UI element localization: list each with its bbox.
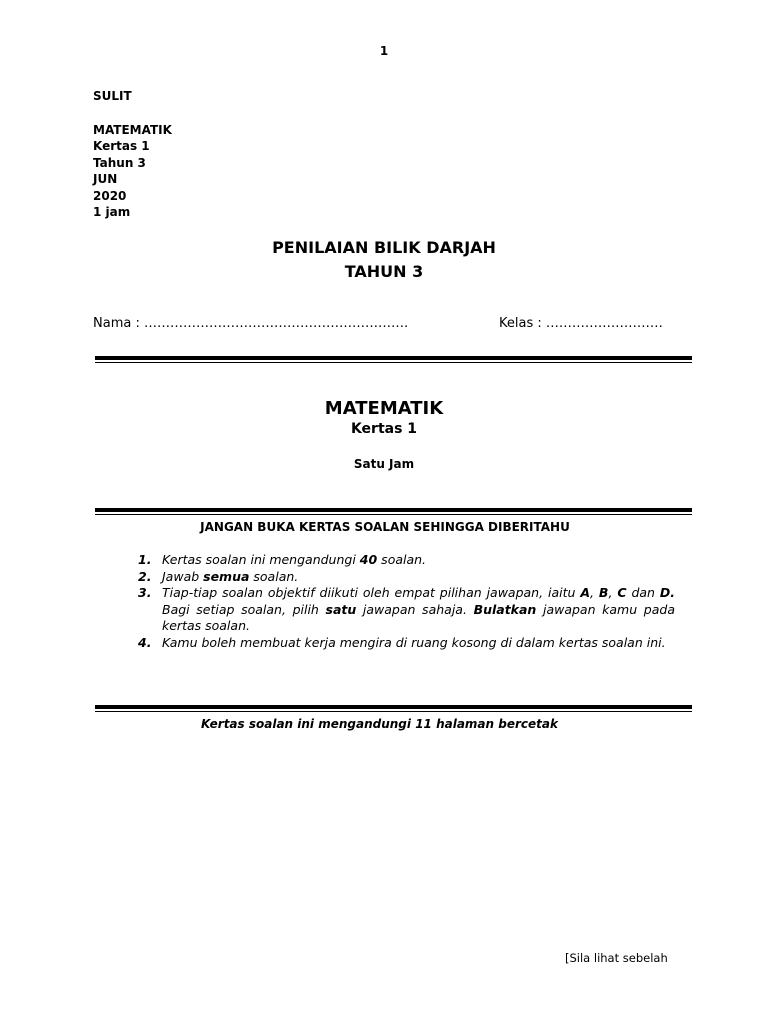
page-title [0,236,768,284]
instruction-emphasis: satu [325,601,357,617]
turn-over-note: [Sila lihat sebelah [565,951,668,965]
instruction-text: Kertas soalan ini mengandungi [162,552,360,567]
instruction-text: Bagi setiap soalan, pilih [162,601,326,617]
instruction-item [138,569,675,586]
class-field: Kelas : ……………………… [499,316,663,331]
header-duration: 1 jam [93,205,131,219]
instruction-text: Tiap-tiap soalan objektif diikuti oleh empat pilihan jawapan, iaitu [162,585,581,600]
header-month: JUN [93,172,118,186]
instruction-number: 4. [138,634,152,650]
paper-header [93,88,172,221]
instruction-text: , [608,585,618,600]
title-line-2: TAHUN 3 [344,262,424,281]
instruction-emphasis: B [598,585,609,600]
warning-notice: JANGAN BUKA KERTAS SOALAN SEHINGGA DIBERITAHU [200,520,570,534]
instruction-item [138,585,675,635]
instructions-list [138,552,675,651]
header-paper: Kertas 1 [93,139,150,153]
instruction-number: 1. [138,552,152,567]
instruction-text: jawapan sahaja. [356,601,474,617]
instruction-text: jawapan kamu pada kertas soalan. [162,601,675,633]
instruction-emphasis: 40 [359,552,378,567]
instruction-text: Jawab [162,568,204,584]
divider-bottom [95,705,692,712]
instruction-text: dan [626,585,660,600]
page-count-note: Kertas soalan ini mengandungi 11 halaman bercetak [201,717,558,731]
page-number: 1 [379,44,389,58]
divider-middle [95,508,692,515]
cover-paper: Kertas 1 [350,421,418,437]
instruction-text: soalan. [249,568,299,584]
name-field: Nama : ……………………………………………………. [93,316,409,331]
instruction-emphasis: C [617,585,627,600]
divider-top [95,356,692,363]
header-year: 2020 [93,188,127,203]
instruction-text: , [590,585,599,600]
instruction-emphasis: Bulatkan [473,601,537,617]
cover-duration: Satu Jam [353,457,415,471]
confidential-label: SULIT [93,89,132,103]
instruction-text: Kamu boleh membuat kerja mengira di ruang kosong di dalam kertas soalan ini. [162,634,666,650]
title-line-1: PENILAIAN BILIK DARJAH [272,238,496,257]
header-year-level: Tahun 3 [93,155,146,170]
instruction-emphasis: A [580,585,591,600]
instruction-text: soalan. [377,552,427,567]
cover-subject: MATEMATIK [324,398,444,419]
instruction-number: 2. [138,568,152,584]
instruction-emphasis: D. [659,585,675,600]
instruction-emphasis: semua [203,568,250,584]
instruction-item [138,552,675,569]
header-subject: MATEMATIK [93,122,172,137]
instruction-number: 3. [138,585,152,600]
instruction-item [138,635,675,652]
